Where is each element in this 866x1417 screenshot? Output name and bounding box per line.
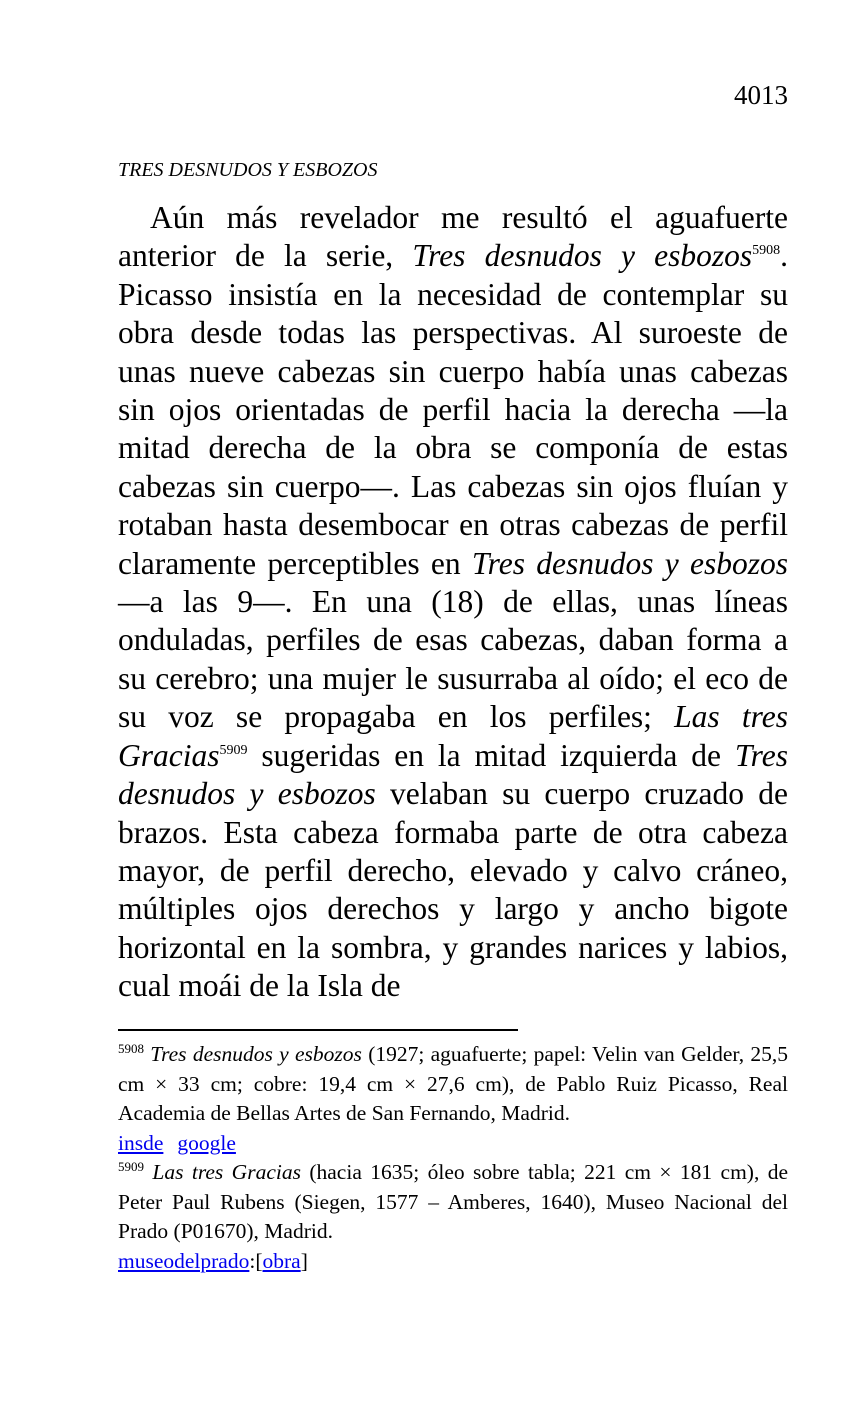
- footnote-ref-5909[interactable]: 5909: [219, 742, 248, 758]
- footnotes: [118, 1040, 788, 1276]
- section-title: TRES DESNUDOS Y ESBOZOS: [118, 159, 378, 181]
- work-title-3: Las tres Gracias: [118, 699, 788, 773]
- footnote-title: Tres desnudos y esbozos: [150, 1042, 362, 1066]
- footnote-divider: [118, 1029, 518, 1031]
- footnote-title: Las tres Gracias: [152, 1160, 301, 1184]
- obra-link[interactable]: obra: [262, 1248, 301, 1273]
- footnote-text: (hacia 1635; óleo sobre tabla; 221 cm × 181 cm), de Peter Paul Rubens (Siegen, 1577 – Amberes, 1640), Museo Nacional del Prado (P01670), Madrid.: [118, 1160, 789, 1243]
- page-number: 4013: [734, 80, 788, 110]
- main-paragraph: [118, 199, 788, 1006]
- footnote-5908: [118, 1040, 788, 1129]
- footnote-number: 5909: [118, 1159, 144, 1174]
- insde-link[interactable]: insde: [118, 1130, 164, 1155]
- google-link[interactable]: google: [177, 1130, 236, 1155]
- body-segment-1: Aún más revelador me resultó el aguafuerte anterior de la serie,: [118, 200, 788, 274]
- footnote-ref-5908[interactable]: 5908: [752, 243, 781, 259]
- footnote-number: 5908: [118, 1041, 144, 1056]
- link-separator-close: ]: [300, 1248, 308, 1273]
- footnote-5908-links: [118, 1129, 788, 1159]
- footnote-5909: [118, 1158, 788, 1247]
- body-segment-2: . Picasso insistía en la necesidad de contemplar su obra desde todas las perspectivas. Al suroeste de unas nueve cabezas sin cuerpo había unas cabezas sin ojos orientadas de perfil hacia la derecha —la mitad derecha de la obra se componía de estas cabezas sin cuerpo—. Las cabezas sin ojos fluían y rotaban hasta desembocar en otras cabezas de perfil claramente perceptibles en: [118, 238, 788, 581]
- body-segment-4: sugeridas en la mitad izquierda de: [247, 737, 735, 773]
- work-title-1: Tres desnudos y esbozos: [412, 238, 753, 274]
- work-title-2: Tres desnudos y esbozos: [471, 545, 788, 581]
- link-separator-open: :[: [249, 1248, 263, 1273]
- body-segment-5: velaban su cuerpo cruzado de brazos. Esta cabeza formaba parte de otra cabeza mayor, de perfil derecho, elevado y calvo cráneo, múltiples ojos derechos y largo y ancho bigote horizontal en la sombra, y grandes narices y labios, cual moái de la Isla de: [118, 776, 788, 1004]
- work-title-4: Tres desnudos y esbozos: [118, 737, 788, 812]
- footnote-text: (1927; aguafuerte; papel: Velin van Gelder, 25,5 cm × 33 cm; cobre: 19,4 cm × 27,6 cm), de Pablo Ruiz Picasso, Real Academia de Bellas Artes de San Fernando, Madrid.: [118, 1042, 788, 1125]
- museodelprado-link[interactable]: museodelprado: [118, 1248, 250, 1273]
- body-segment-3: —a las 9—. En una (18) de ellas, unas líneas onduladas, perfiles de esas cabezas, daban forma a su cerebro; una mujer le susurraba al oído; el eco de su voz se propagaba en los perfiles;: [118, 584, 788, 735]
- footnote-5909-links: [118, 1247, 788, 1277]
